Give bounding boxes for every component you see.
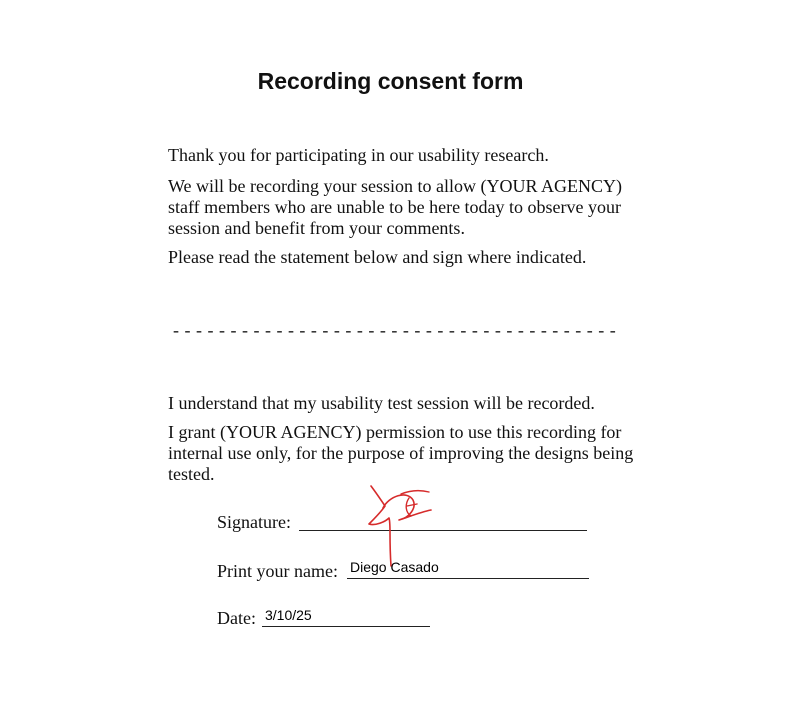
signature-stroke-e: [406, 498, 417, 516]
signature-stroke-top: [401, 491, 429, 494]
page-title: Recording consent form: [257, 68, 524, 94]
statement-recorded: I understand that my usability test session will be recorded.: [168, 393, 595, 413]
handwritten-signature: [355, 484, 437, 568]
cut-line-separator: - - - - - - - - - - - - - - - - - - - - - - - - - - - - - - - - - - - - - - -: [173, 320, 617, 340]
intro-instructions: Please read the statement below and sign where indicated.: [168, 247, 587, 267]
intro-thank-you: Thank you for participating in our usability research.: [168, 145, 549, 165]
signature-label: Signature:: [217, 512, 291, 532]
signature-stroke-loop: [383, 495, 431, 520]
print-name-label: Print your name:: [217, 561, 338, 581]
date-value[interactable]: 3/10/25: [265, 607, 312, 623]
signature-line[interactable]: [299, 530, 587, 531]
signature-stroke-main: [369, 486, 391, 566]
intro-recording-notice: We will be recording your session to allow (YOUR AGENCY) staff members who are unable to be here today to observe your session and benefit from your comments.: [168, 176, 622, 238]
date-label: Date:: [217, 608, 256, 628]
print-name-line[interactable]: [347, 578, 589, 579]
date-line[interactable]: [262, 626, 430, 627]
statement-permission: I grant (YOUR AGENCY) permission to use this recording for internal use only, for the purpose of improving the designs being tested.: [168, 422, 634, 484]
print-name-value[interactable]: Diego Casado: [350, 559, 439, 575]
